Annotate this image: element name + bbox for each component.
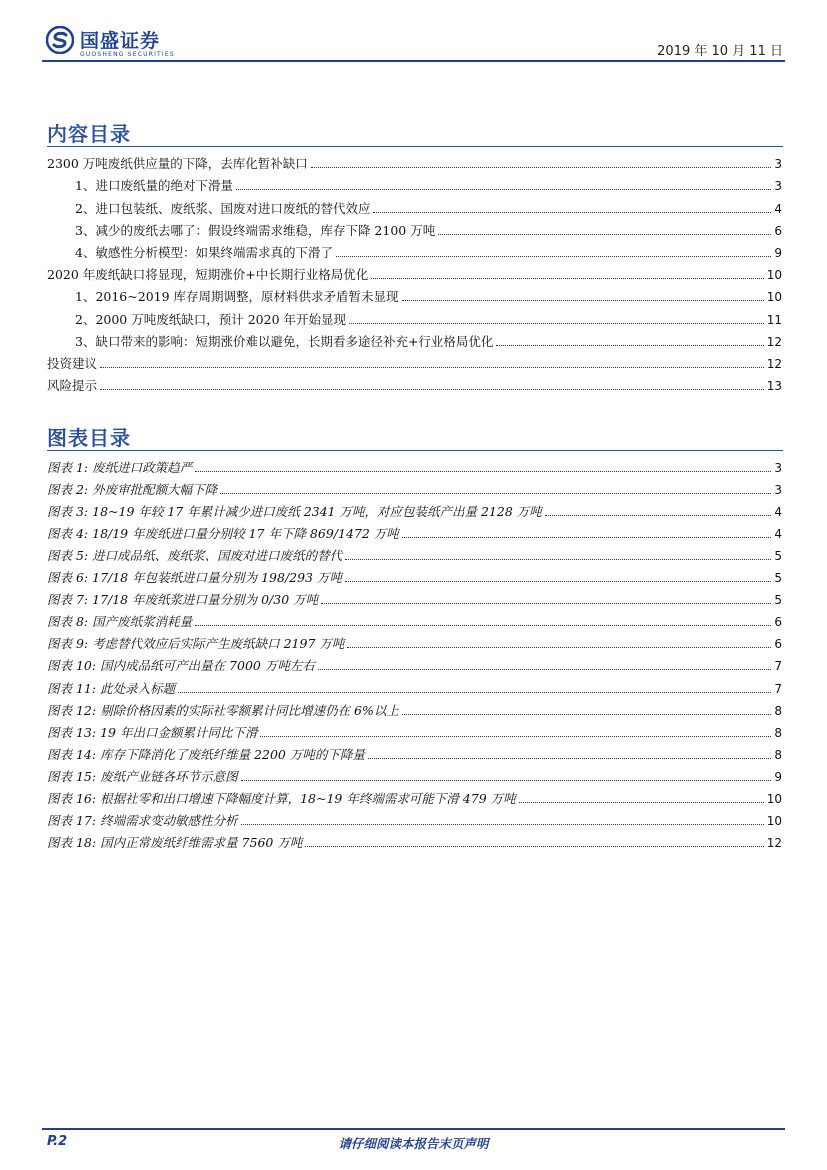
- figure-entry[interactable]: [47, 586, 782, 608]
- toc-entry-page: 10: [766, 290, 782, 305]
- figure-entry[interactable]: [47, 719, 782, 741]
- figure-entry[interactable]: [47, 454, 782, 476]
- figure-entry[interactable]: [47, 829, 782, 851]
- figure-entry-page: 9: [774, 769, 782, 784]
- dot-leader: [178, 692, 771, 693]
- dot-leader: [241, 824, 764, 825]
- figure-entry-page: 5: [774, 571, 782, 586]
- dot-leader: [402, 537, 772, 538]
- toc-entry[interactable]: [47, 239, 782, 261]
- toc-entry-label: 1、2016~2019 库存周期调整，原材料供求矛盾暂未显现: [75, 289, 399, 305]
- figure-entry-label: 图表 1: 废纸进口政策趋严: [47, 460, 193, 476]
- dot-leader: [496, 345, 763, 346]
- dot-leader: [195, 625, 771, 626]
- toc-entry-page: 4: [774, 201, 782, 216]
- dot-leader: [100, 389, 764, 390]
- dot-leader: [402, 300, 764, 301]
- company-logo: [42, 22, 175, 62]
- toc-entry[interactable]: [47, 172, 782, 194]
- toc-entry-label: 3、缺口带来的影响：短期涨价难以避免，长期看多途径补充+行业格局优化: [75, 333, 494, 349]
- figure-entry-page: 6: [774, 637, 782, 652]
- figure-entry[interactable]: [47, 785, 782, 807]
- toc-entry-label: 2、进口包装纸、废纸浆、国废对进口废纸的替代效应: [75, 200, 371, 216]
- figure-entry[interactable]: [47, 498, 782, 520]
- brand-name-cn: 国盛证券: [80, 30, 161, 52]
- toc-entry-page: 6: [774, 223, 782, 238]
- dot-leader: [345, 559, 771, 560]
- toc-title-divider: [47, 146, 783, 147]
- page-number: P.2: [47, 1134, 68, 1149]
- toc-entry-label: 1、进口废纸量的绝对下滑量: [75, 178, 233, 194]
- toc-entry[interactable]: [47, 194, 782, 216]
- toc-entry[interactable]: [47, 305, 782, 327]
- toc-entry-page: 9: [774, 245, 782, 260]
- figure-entry[interactable]: [47, 697, 782, 719]
- figure-entry-page: 5: [774, 549, 782, 564]
- figure-entry-label: 图表 9: 考虑替代效应后实际产生废纸缺口 2197 万吨: [47, 636, 345, 652]
- figure-entry-page: 7: [774, 681, 782, 696]
- dot-leader: [220, 493, 771, 494]
- toc-entry-page: 10: [766, 268, 782, 283]
- figure-entry[interactable]: [47, 520, 782, 542]
- figures-title: 图表目录: [47, 426, 131, 450]
- toc-entry-page: 3: [774, 179, 782, 194]
- figure-entry-label: 图表 7: 17/18 年废纸浆进口量分别为 0/30 万吨: [47, 592, 319, 608]
- figure-entry-label: 图表 18: 国内正常废纸纤维需求量 7560 万吨: [47, 834, 303, 850]
- dot-leader: [236, 189, 771, 190]
- figure-entry[interactable]: [47, 741, 782, 763]
- figure-entry-label: 图表 17: 终端需求变动敏感性分析: [47, 812, 238, 828]
- toc-entry[interactable]: [47, 283, 782, 305]
- figure-entry-label: 图表 16: 根据社零和出口增速下降幅度计算，18~19 年终端需求可能下滑 479 万吨: [47, 790, 516, 806]
- dot-leader: [347, 647, 771, 648]
- figure-entry[interactable]: [47, 807, 782, 829]
- figure-entry-label: 图表 15: 废纸产业链各环节示意图: [47, 768, 238, 784]
- dot-leader: [241, 780, 772, 781]
- dot-leader: [349, 323, 764, 324]
- figure-entry-page: 8: [774, 725, 782, 740]
- toc-entry[interactable]: [47, 217, 782, 239]
- figure-entry-page: 4: [774, 527, 782, 542]
- dot-leader: [368, 758, 772, 759]
- dot-leader: [438, 234, 771, 235]
- figure-entry-label: 图表 3: 18~19 年较 17 年累计减少进口废纸 2341 万吨，对应包装纸产出量 2128 万吨: [47, 504, 542, 520]
- toc-entry[interactable]: [47, 150, 782, 172]
- dot-leader: [311, 167, 772, 168]
- toc-entry-label: 2020 年废纸缺口将显现，短期涨价+中长期行业格局优化: [47, 267, 369, 283]
- dot-leader: [336, 256, 771, 257]
- figure-entry-label: 图表 14: 库存下降消化了废纸纤维量 2200 万吨的下降量: [47, 746, 365, 762]
- figure-entry-label: 图表 11: 此处录入标题: [47, 680, 176, 696]
- figure-entry-page: 8: [774, 747, 782, 762]
- dot-leader: [195, 471, 771, 472]
- toc-entry-page: 12: [766, 334, 782, 349]
- figure-entry[interactable]: [47, 542, 782, 564]
- dot-leader: [371, 278, 763, 279]
- dot-leader: [260, 736, 771, 737]
- figure-entry-label: 图表 6: 17/18 年包装纸进口量分别为 198/293 万吨: [47, 570, 342, 586]
- dot-leader: [345, 581, 771, 582]
- report-date: 2019 年 10 月 11 日: [657, 44, 783, 59]
- figure-entry-page: 6: [774, 615, 782, 630]
- figure-entry-page: 10: [766, 791, 782, 806]
- dot-leader: [318, 669, 772, 670]
- figure-entry-page: 10: [766, 813, 782, 828]
- figure-entry-label: 图表 2: 外废审批配额大幅下降: [47, 482, 218, 498]
- figure-entry-label: 图表 5: 进口成品纸、废纸浆、国废对进口废纸的替代: [47, 548, 343, 564]
- figure-entry[interactable]: [47, 476, 782, 498]
- footer-divider: [42, 1128, 785, 1130]
- figure-entry-label: 图表 4: 18/19 年废纸进口量分别较 17 年下降 869/1472 万吨: [47, 526, 399, 542]
- figure-entry-page: 12: [766, 835, 782, 850]
- figure-entry[interactable]: [47, 608, 782, 630]
- dot-leader: [321, 603, 771, 604]
- dot-leader: [373, 212, 771, 213]
- toc-entry-label: 2、2000 万吨废纸缺口，预计 2020 年开始显现: [75, 311, 346, 327]
- figure-entry[interactable]: [47, 652, 782, 674]
- toc-entry[interactable]: [47, 350, 782, 372]
- figure-entry-label: 图表 12: 剔除价格因素的实际社零额累计同比增速仍在 6%以上: [47, 702, 399, 718]
- toc-entry-label: 3、减少的废纸去哪了：假设终端需求维稳，库存下降 2100 万吨: [75, 222, 436, 238]
- figure-entry[interactable]: [47, 763, 782, 785]
- toc-entry-label: 风险提示: [47, 378, 98, 394]
- figures-title-divider: [47, 450, 783, 451]
- toc-entry[interactable]: [47, 261, 782, 283]
- page-header: [42, 22, 785, 62]
- toc-entry[interactable]: [47, 372, 782, 394]
- figure-entry-page: 4: [774, 505, 782, 520]
- toc-entry-page: 3: [774, 157, 782, 172]
- dot-leader: [402, 714, 771, 715]
- figure-entry-page: 7: [774, 659, 782, 674]
- figure-entry[interactable]: [47, 674, 782, 696]
- disclaimer-note: 请仔细阅读本报告末页声明: [338, 1136, 489, 1151]
- toc-entry-label: 4、敏感性分析模型：如果终端需求真的下滑了: [75, 244, 333, 260]
- figure-entry-page: 3: [774, 483, 782, 498]
- toc-entry[interactable]: [47, 328, 782, 350]
- figure-entry-page: 5: [774, 593, 782, 608]
- list-of-figures: [47, 454, 782, 851]
- table-of-contents: [47, 150, 782, 394]
- toc-entry-page: 12: [766, 356, 782, 371]
- figure-entry-page: 8: [774, 703, 782, 718]
- dot-leader: [519, 802, 764, 803]
- dot-leader: [305, 846, 763, 847]
- figure-entry-label: 图表 8: 国产废纸浆消耗量: [47, 614, 193, 630]
- logo-mark-icon: [46, 26, 74, 54]
- toc-title: 内容目录: [47, 122, 131, 146]
- toc-entry-label: 2300 万吨废纸供应量的下降，去库化暂补缺口: [47, 156, 308, 172]
- header-divider: [42, 60, 785, 62]
- figure-entry-page: 3: [774, 461, 782, 476]
- toc-entry-label: 投资建议: [47, 355, 98, 371]
- toc-entry-page: 11: [766, 312, 782, 327]
- dot-leader: [100, 367, 764, 368]
- toc-entry-page: 13: [766, 379, 782, 394]
- figure-entry-label: 图表 10: 国内成品纸可产出量在 7000 万吨左右: [47, 658, 315, 674]
- figure-entry[interactable]: [47, 630, 782, 652]
- figure-entry[interactable]: [47, 564, 782, 586]
- dot-leader: [545, 515, 772, 516]
- brand-name-en: GUOSHENG SECURITIES: [80, 51, 175, 58]
- figure-entry-label: 图表 13: 19 年出口金额累计同比下滑: [47, 724, 258, 740]
